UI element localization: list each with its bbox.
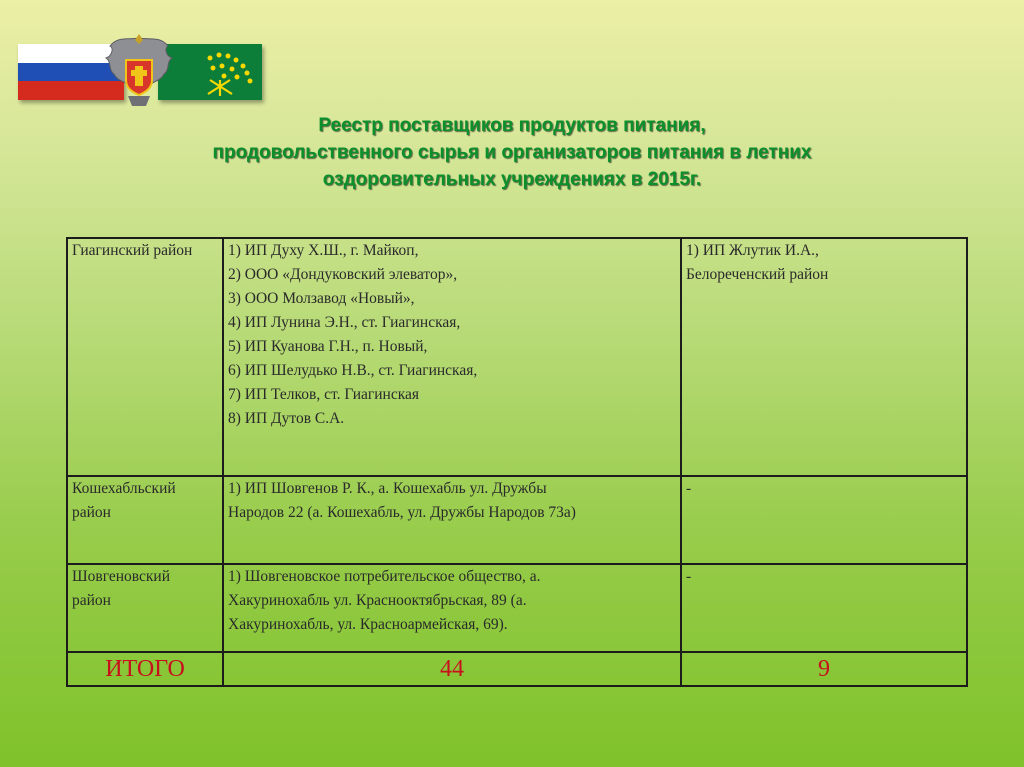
total-suppliers-count: 44 — [223, 652, 681, 686]
district-cell — [67, 238, 223, 476]
organizers-cell — [681, 564, 967, 652]
organizer-line: 1) ИП Жлутик И.А., — [686, 242, 819, 259]
header-logo — [18, 30, 263, 112]
total-label: ИТОГО — [67, 652, 223, 686]
supplier-line: 1) ИП Духу Х.Ш., г. Майкоп, — [228, 242, 419, 259]
table-row — [67, 238, 967, 476]
district-name: район — [72, 592, 111, 609]
supplier-registry-table — [66, 237, 968, 687]
supplier-line: 5) ИП Куанова Г.Н., п. Новый, — [228, 338, 428, 355]
district-cell — [67, 476, 223, 564]
title-line: Реестр поставщиков продуктов питания, — [318, 115, 706, 136]
district-name: Шовгеновский — [72, 568, 171, 585]
organizer-line: - — [686, 480, 692, 497]
supplier-line: Хакуринохабль, ул. Красноармейская, 69). — [228, 616, 508, 633]
table-row — [67, 564, 967, 652]
total-organizers-count: 9 — [681, 652, 967, 686]
district-name: район — [72, 504, 111, 521]
organizer-line: - — [686, 568, 692, 585]
supplier-line: 1) ИП Шовгенов Р. К., а. Кошехабль ул. Дружбы — [228, 480, 547, 497]
title-line: продовольственного сырья и организаторов питания в летних — [212, 142, 812, 163]
title-line: оздоровительных учреждениях в 2015г. — [322, 169, 702, 190]
organizers-cell — [681, 476, 967, 564]
supplier-line: Хакуринохабль ул. Краснооктябрьская, 89 (а. — [228, 592, 527, 609]
rospotrebnadzor-emblem-icon — [98, 30, 180, 112]
supplier-line: 4) ИП Лунина Э.Н., ст. Гиагинская, — [228, 314, 461, 331]
suppliers-cell — [223, 564, 681, 652]
supplier-line: 1) Шовгеновское потребительское общество, а. — [228, 568, 541, 585]
supplier-line: 7) ИП Телков, ст. Гиагинская — [228, 386, 420, 403]
suppliers-cell — [223, 238, 681, 476]
district-name: Кошехабльский — [72, 480, 176, 497]
district-cell — [67, 564, 223, 652]
table-row — [67, 476, 967, 564]
page-title — [120, 112, 904, 193]
supplier-line: Народов 22 (а. Кошехабль, ул. Дружбы Народов 73а) — [228, 504, 576, 521]
organizers-cell — [681, 238, 967, 476]
supplier-line: 8) ИП Дутов С.А. — [228, 410, 345, 427]
total-row — [67, 652, 967, 686]
organizer-line: Белореченский район — [686, 266, 829, 283]
supplier-line: 2) ООО «Дондуковский элеватор», — [228, 266, 458, 283]
supplier-line: 6) ИП Шелудько Н.В., ст. Гиагинская, — [228, 362, 478, 379]
suppliers-cell — [223, 476, 681, 564]
supplier-line: 3) ООО Молзавод «Новый», — [228, 290, 415, 307]
district-name: Гиагинский район — [72, 242, 193, 259]
